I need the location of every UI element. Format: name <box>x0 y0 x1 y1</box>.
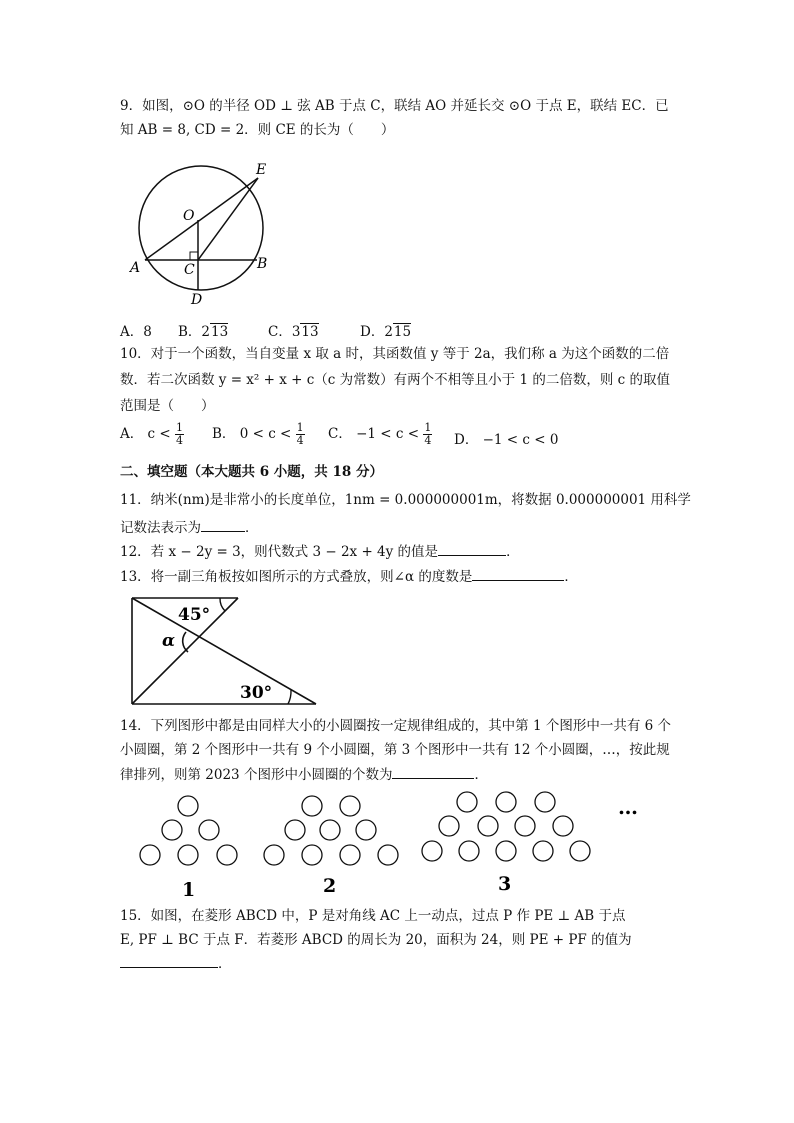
q11-text-line1: 11．纳米(nm)是非常小的长度单位，1nm = 0.000000001m，将数据 0.000000001 用科学 <box>120 492 691 508</box>
q15-text-line3: ． <box>120 953 232 974</box>
fraction-one-quarter: $\frac{1}{4}$ <box>424 421 432 447</box>
fraction-one-quarter: $\frac{1}{4}$ <box>296 421 304 447</box>
q14-text-line3: 律排列，则第 2023 个图形中小圆圈的个数为 ． <box>120 764 488 785</box>
q9-option-a: A．8 <box>120 324 152 340</box>
q15-answer-blank[interactable] <box>120 953 218 968</box>
label-a: A <box>130 260 141 276</box>
q14-answer-blank[interactable] <box>392 764 474 779</box>
q10-option-c: C． −1 < c < $\frac{1}{4}$ <box>328 421 432 447</box>
q10-text-line1: 10．对于一个函数，当自变量 x 取 a 时，其函数值 y 等于 2a，我们称 a 为这个函数的二倍 <box>120 346 670 362</box>
q12-text: 12．若 x − 2y = 3，则代数式 3 − 2x + 4y 的值是 ． <box>120 541 520 562</box>
q15-text-line1: 15．如图，在菱形 ABCD 中，P 是对角线 AC 上一动点，过点 P 作 PE ⊥ AB 于点 <box>120 908 626 924</box>
q10-option-d: D． −1 < c < 0 <box>454 432 559 448</box>
label-45-degrees: 45° <box>178 605 211 625</box>
label-d: D <box>191 292 203 308</box>
q10-text-line3: 范围是（ ） <box>120 398 215 414</box>
label-b: B <box>257 256 268 272</box>
q9-circle-figure <box>120 158 280 308</box>
right-angle-mark <box>190 252 198 260</box>
q11-text-line2: 记数法表示为 ． <box>120 517 259 538</box>
q9-text-line1: 9．如图，⊙O 的半径 OD ⊥ 弦 AB 于点 C，联结 AO 并延长交 ⊙O 于点 E，联结 EC．已 <box>120 98 669 114</box>
circle-o <box>139 166 263 290</box>
pattern-label-1: 1 <box>182 879 196 900</box>
q13-triangle-figure <box>128 594 324 708</box>
label-c: C <box>184 262 195 278</box>
pattern-2 <box>264 796 398 865</box>
q14-text-line1: 14．下列图形中都是由同样大小的小圆圈按一定规律组成的，其中第 1 个图形中一共有 6 个 <box>120 718 672 734</box>
q12-answer-blank[interactable] <box>438 541 506 556</box>
label-30-degrees: 30° <box>240 683 273 703</box>
q9-option-c-radicand: 13 <box>301 324 319 340</box>
arc-30 <box>288 690 291 704</box>
q9-text-line2: 知 AB = 8, CD = 2．则 CE 的长为（ ） <box>120 122 395 138</box>
q13-text: 13．将一副三角板按如图所示的方式叠放，则∠α 的度数是 ． <box>120 566 578 587</box>
pattern-3 <box>422 792 590 861</box>
q9-option-d: D．215 <box>360 324 412 340</box>
q10-text-line2: 数．若二次函数 y = x² + x + c（c 为常数）有两个不相等且小于 1 的二倍数，则 c 的取值 <box>120 372 670 388</box>
q9-option-b: B．213 <box>178 324 229 340</box>
segment-ce <box>198 178 258 260</box>
q15-text-line2: E, PF ⊥ BC 于点 F．若菱形 ABCD 的周长为 20，面积为 24，则 PE + PF 的值为 <box>120 932 632 948</box>
q9-option-d-radicand: 15 <box>393 324 412 340</box>
arc-45 <box>220 598 225 611</box>
fraction-one-quarter: $\frac{1}{4}$ <box>176 421 184 447</box>
q11-answer-blank[interactable] <box>201 517 245 532</box>
label-alpha: α <box>162 631 176 651</box>
section-2-title: 二、填空题（本大题共 6 小题，共 18 分） <box>120 464 383 480</box>
q9-option-c: C．313 <box>268 324 319 340</box>
pattern-label-2: 2 <box>323 875 337 897</box>
pattern-1 <box>140 796 237 865</box>
q9-option-b-radicand: 13 <box>211 324 229 340</box>
pattern-label-3: 3 <box>498 873 512 895</box>
label-o: O <box>183 208 195 224</box>
segment-ae <box>145 178 258 260</box>
q10-option-b: B． 0 < c < $\frac{1}{4}$ <box>212 421 304 447</box>
q14-circle-patterns <box>130 786 650 900</box>
label-e: E <box>256 162 267 178</box>
q10-option-a: A． c < $\frac{1}{4}$ <box>120 421 184 447</box>
q14-text-line2: 小圆圈，第 2 个图形中一共有 9 个小圆圈，第 3 个图形中一共有 12 个小圆圈，…，按此规 <box>120 742 670 758</box>
q13-answer-blank[interactable] <box>472 566 564 581</box>
pattern-ellipsis: … <box>618 795 638 819</box>
